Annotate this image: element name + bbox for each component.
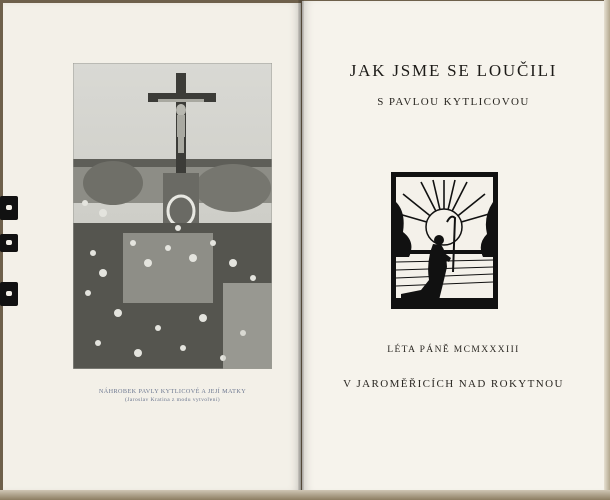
publication-year: LÉTA PÁNĚ MCMXXXIII: [387, 345, 520, 355]
photo-credit: (Jaroslav Kratina z modu vytvoření): [124, 397, 221, 403]
book-title: JAK JSME SE LOUČILI: [349, 61, 558, 80]
binder-clip-icon: [0, 196, 18, 220]
publication-place: V JAROMĚŘICÍCH NAD ROKYTNOU: [343, 378, 564, 390]
photo-caption: NÁHROBEK PAVLY KYTLICOVÉ A JEJÍ MATKY: [98, 388, 247, 395]
grave-photo: [73, 63, 272, 369]
page-edge-bottom: [0, 490, 610, 500]
binder-clip-icon: [0, 282, 18, 306]
binder-clip-icon: [0, 234, 18, 252]
book-subtitle: S PAVLOU KYTLICOVOU: [377, 96, 530, 108]
praying-figure-woodcut-icon: [391, 172, 498, 309]
